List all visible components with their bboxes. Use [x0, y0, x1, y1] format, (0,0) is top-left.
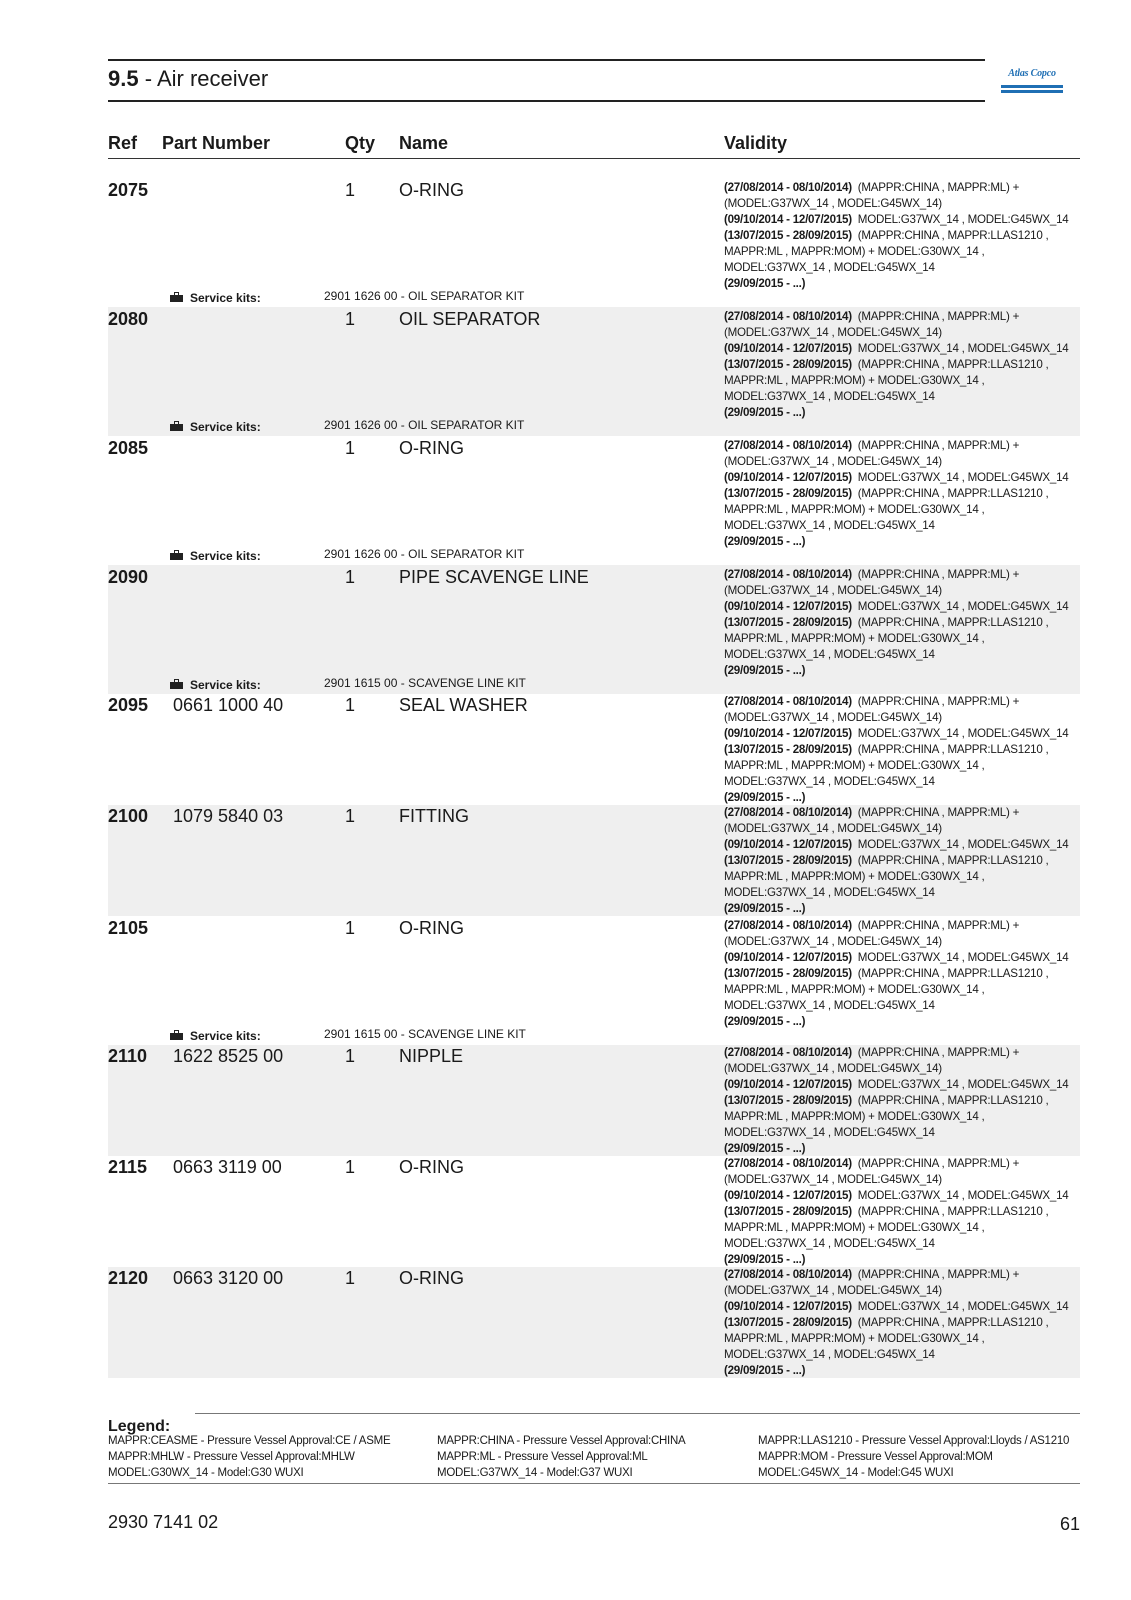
validity-condition: MAPPR:ML , MAPPR:MOM) + MODEL:G30WX_14 , — [724, 1110, 985, 1123]
part-number: 1622 8525 00 — [173, 1046, 284, 1066]
logo-bar — [1001, 90, 1063, 93]
col-header-qty: Qty — [345, 133, 376, 153]
validity-date: (29/09/2015 - ...) — [724, 902, 806, 915]
validity-date: (27/08/2014 - 08/10/2014) — [724, 439, 852, 452]
validity-line — [724, 1204, 1080, 1220]
quantity: 1 — [345, 918, 356, 938]
section-number: 9.5 — [108, 66, 139, 91]
validity-condition: MODEL:G37WX_14 , MODEL:G45WX_14 — [857, 1189, 1069, 1202]
validity-date: (29/09/2015 - ...) — [724, 535, 806, 548]
column-header-rule — [108, 158, 1080, 159]
validity-date: (13/07/2015 - 28/09/2015) — [724, 967, 852, 980]
validity-date: (27/08/2014 - 08/10/2014) — [724, 568, 852, 581]
legend-item: MAPPR:ML - Pressure Vessel Approval:ML — [437, 1451, 648, 1463]
section-separator: - — [138, 66, 157, 91]
legend-item: MAPPR:MOM - Pressure Vessel Approval:MOM — [758, 1451, 993, 1463]
validity-condition: (MODEL:G37WX_14 , MODEL:G45WX_14) — [724, 822, 942, 835]
validity-line — [724, 790, 1080, 806]
validity-date: (27/08/2014 - 08/10/2014) — [724, 1268, 852, 1281]
validity-line — [724, 869, 1080, 885]
validity-date: (13/07/2015 - 28/09/2015) — [724, 229, 852, 242]
ref-number: 2110 — [108, 1046, 148, 1066]
validity-condition: MODEL:G37WX_14 , MODEL:G45WX_14 — [724, 261, 935, 274]
validity-date: (29/09/2015 - ...) — [724, 1253, 806, 1266]
validity-condition: (MAPPR:CHINA , MAPPR:LLAS1210 , — [857, 1316, 1049, 1329]
validity-date: (27/08/2014 - 08/10/2014) — [724, 695, 852, 708]
validity-line — [724, 758, 1080, 774]
validity-line — [724, 1109, 1080, 1125]
ref-number: 2080 — [108, 309, 149, 329]
parts-table — [108, 178, 1080, 1378]
validity-line — [724, 405, 1080, 421]
ref-number: 2075 — [108, 180, 149, 200]
validity-condition: MODEL:G37WX_14 , MODEL:G45WX_14 — [724, 775, 935, 788]
service-kit-value: 2901 1626 00 - OIL SEPARATOR KIT — [324, 418, 525, 432]
ref-number: 2120 — [108, 1268, 149, 1288]
ref-number: 2115 — [108, 1157, 148, 1177]
quantity: 1 — [345, 180, 356, 200]
quantity: 1 — [345, 806, 356, 826]
ref-number: 2085 — [108, 438, 149, 458]
validity-condition: (MAPPR:CHINA , MAPPR:LLAS1210 , — [857, 616, 1049, 629]
validity-condition: MODEL:G37WX_14 , MODEL:G45WX_14 — [724, 390, 935, 403]
validity-line — [724, 196, 1080, 212]
validity-condition: MAPPR:ML , MAPPR:MOM) + MODEL:G30WX_14 , — [724, 983, 985, 996]
validity-date: (29/09/2015 - ...) — [724, 1364, 806, 1377]
validity-condition: (MAPPR:CHINA , MAPPR:ML) + — [857, 919, 1020, 932]
validity-condition: MODEL:G37WX_14 , MODEL:G45WX_14 — [724, 1237, 935, 1250]
toolbox-body — [170, 424, 183, 431]
part-name: O-RING — [399, 918, 464, 938]
validity-condition: MODEL:G37WX_14 , MODEL:G45WX_14 — [724, 999, 935, 1012]
col-header-name: Name — [399, 133, 449, 153]
validity-text — [724, 438, 1080, 550]
legend-item: MODEL:G30WX_14 - Model:G30 WUXI — [108, 1467, 304, 1479]
validity-line — [724, 1220, 1080, 1236]
validity-condition: MODEL:G37WX_14 , MODEL:G45WX_14 — [724, 519, 935, 532]
part-name: FITTING — [399, 806, 469, 826]
toolbox-body — [170, 295, 183, 302]
validity-condition: (MAPPR:CHINA , MAPPR:ML) + — [857, 695, 1020, 708]
validity-date: (09/10/2014 - 12/07/2015) — [724, 951, 852, 964]
validity-condition: (MODEL:G37WX_14 , MODEL:G45WX_14) — [724, 455, 942, 468]
validity-line — [724, 583, 1080, 599]
validity-date: (29/09/2015 - ...) — [724, 1015, 806, 1028]
quantity: 1 — [345, 309, 356, 329]
validity-date: (09/10/2014 - 12/07/2015) — [724, 727, 852, 740]
validity-line — [724, 325, 1080, 341]
validity-line — [724, 1188, 1080, 1204]
validity-date: (29/09/2015 - ...) — [724, 1142, 806, 1155]
ref-number: 2095 — [108, 695, 149, 715]
quantity: 1 — [345, 438, 356, 458]
part-number: 0663 3119 00 — [173, 1157, 282, 1177]
validity-date: (09/10/2014 - 12/07/2015) — [724, 838, 852, 851]
validity-condition: (MODEL:G37WX_14 , MODEL:G45WX_14) — [724, 1284, 942, 1297]
validity-line — [724, 486, 1080, 502]
validity-condition: (MAPPR:CHINA , MAPPR:LLAS1210 , — [857, 229, 1049, 242]
validity-line — [724, 228, 1080, 244]
table-row — [108, 565, 1080, 694]
table-row — [108, 694, 1080, 805]
validity-line — [724, 726, 1080, 742]
validity-line — [724, 710, 1080, 726]
validity-text — [724, 309, 1080, 421]
validity-line — [724, 389, 1080, 405]
validity-condition: MODEL:G37WX_14 , MODEL:G45WX_14 — [857, 1300, 1069, 1313]
validity-line — [724, 663, 1080, 679]
validity-condition: (MAPPR:CHINA , MAPPR:ML) + — [857, 1046, 1020, 1059]
validity-date: (13/07/2015 - 28/09/2015) — [724, 854, 852, 867]
validity-condition: MODEL:G37WX_14 , MODEL:G45WX_14 — [724, 886, 935, 899]
validity-line — [724, 950, 1080, 966]
validity-line — [724, 1014, 1080, 1030]
validity-date: (29/09/2015 - ...) — [724, 277, 806, 290]
validity-condition: (MAPPR:CHINA , MAPPR:ML) + — [857, 568, 1020, 581]
col-header-part-number: Part Number — [162, 133, 271, 153]
service-kit-value: 2901 1626 00 - OIL SEPARATOR KIT — [324, 289, 525, 303]
part-name: O-RING — [399, 1268, 464, 1288]
validity-condition: (MODEL:G37WX_14 , MODEL:G45WX_14) — [724, 326, 942, 339]
logo-text: Atlas Copco — [1008, 68, 1056, 79]
validity-condition: MODEL:G37WX_14 , MODEL:G45WX_14 — [857, 727, 1069, 740]
validity-text — [724, 1045, 1080, 1157]
validity-line — [724, 647, 1080, 663]
validity-condition: MAPPR:ML , MAPPR:MOM) + MODEL:G30WX_14 , — [724, 1221, 985, 1234]
legend-item: MAPPR:CHINA - Pressure Vessel Approval:CHINA — [437, 1435, 686, 1447]
validity-condition: MAPPR:ML , MAPPR:MOM) + MODEL:G30WX_14 , — [724, 759, 985, 772]
toolbox-icon — [170, 550, 183, 560]
validity-condition: MODEL:G37WX_14 , MODEL:G45WX_14 — [857, 1078, 1069, 1091]
part-number: 1079 5840 03 — [173, 806, 284, 826]
validity-line — [724, 438, 1080, 454]
validity-date: (13/07/2015 - 28/09/2015) — [724, 1316, 852, 1329]
validity-date: (09/10/2014 - 12/07/2015) — [724, 600, 852, 613]
validity-line — [724, 1045, 1080, 1061]
validity-condition: (MAPPR:CHINA , MAPPR:LLAS1210 , — [857, 1094, 1049, 1107]
validity-date: (27/08/2014 - 08/10/2014) — [724, 1046, 852, 1059]
validity-line — [724, 918, 1080, 934]
logo-bar — [1001, 85, 1063, 88]
validity-line — [724, 309, 1080, 325]
toolbox-body — [170, 553, 183, 560]
service-kits-label: Service kits: — [190, 420, 261, 434]
validity-line — [724, 742, 1080, 758]
table-row — [108, 1156, 1080, 1267]
part-number: 0663 3120 00 — [173, 1268, 284, 1288]
page-number: 61 — [1059, 1514, 1080, 1534]
validity-line — [724, 1125, 1080, 1141]
service-kit-value: 2901 1615 00 - SCAVENGE LINE KIT — [324, 676, 526, 690]
validity-condition: MAPPR:ML , MAPPR:MOM) + MODEL:G30WX_14 , — [724, 632, 985, 645]
table-row — [108, 1045, 1080, 1156]
validity-line — [724, 276, 1080, 292]
validity-condition: MODEL:G37WX_14 , MODEL:G45WX_14 — [724, 1348, 935, 1361]
validity-condition: MAPPR:ML , MAPPR:MOM) + MODEL:G30WX_14 , — [724, 374, 985, 387]
validity-line — [724, 260, 1080, 276]
validity-date: (29/09/2015 - ...) — [724, 664, 806, 677]
toolbox-body — [170, 682, 183, 689]
validity-line — [724, 1061, 1080, 1077]
legend-item: MAPPR:MHLW - Pressure Vessel Approval:MHLW — [108, 1451, 355, 1463]
validity-condition: MODEL:G37WX_14 , MODEL:G45WX_14 — [857, 471, 1069, 484]
validity-condition: (MAPPR:CHINA , MAPPR:ML) + — [857, 1157, 1020, 1170]
toolbox-icon — [170, 1030, 183, 1040]
validity-line — [724, 837, 1080, 853]
validity-line — [724, 1172, 1080, 1188]
validity-date: (13/07/2015 - 28/09/2015) — [724, 487, 852, 500]
toolbox-icon — [170, 421, 183, 431]
service-kit-value: 2901 1626 00 - OIL SEPARATOR KIT — [324, 547, 525, 561]
legend-bottom-rule — [108, 1483, 1080, 1484]
validity-line — [724, 1156, 1080, 1172]
legend-title: Legend: — [108, 1418, 171, 1435]
service-kits-label: Service kits: — [190, 678, 261, 692]
legend-item: MODEL:G37WX_14 - Model:G37 WUXI — [437, 1467, 633, 1479]
validity-line — [724, 982, 1080, 998]
table-row — [108, 307, 1080, 436]
quantity: 1 — [345, 1046, 356, 1066]
validity-date: (09/10/2014 - 12/07/2015) — [724, 1189, 852, 1202]
ref-number: 2090 — [108, 567, 149, 587]
validity-line — [724, 1315, 1080, 1331]
validity-condition: (MODEL:G37WX_14 , MODEL:G45WX_14) — [724, 711, 942, 724]
validity-condition: MODEL:G37WX_14 , MODEL:G45WX_14 — [724, 1126, 935, 1139]
validity-condition: MODEL:G37WX_14 , MODEL:G45WX_14 — [857, 600, 1069, 613]
validity-line — [724, 774, 1080, 790]
validity-date: (13/07/2015 - 28/09/2015) — [724, 616, 852, 629]
validity-line — [724, 1347, 1080, 1363]
service-kits-label: Service kits: — [190, 291, 261, 305]
validity-line — [724, 1077, 1080, 1093]
validity-line — [724, 885, 1080, 901]
validity-condition: (MAPPR:CHINA , MAPPR:ML) + — [857, 1268, 1020, 1281]
page-title — [108, 64, 268, 94]
validity-date: (29/09/2015 - ...) — [724, 406, 806, 419]
service-kits-label: Service kits: — [190, 1029, 261, 1043]
validity-line — [724, 821, 1080, 837]
validity-line — [724, 1252, 1080, 1268]
validity-line — [724, 599, 1080, 615]
validity-condition: MODEL:G37WX_14 , MODEL:G45WX_14 — [857, 213, 1069, 226]
validity-line — [724, 615, 1080, 631]
validity-condition: (MODEL:G37WX_14 , MODEL:G45WX_14) — [724, 197, 942, 210]
validity-condition: MAPPR:ML , MAPPR:MOM) + MODEL:G30WX_14 , — [724, 245, 985, 258]
validity-condition: (MAPPR:CHINA , MAPPR:ML) + — [857, 181, 1020, 194]
validity-line — [724, 694, 1080, 710]
validity-condition: (MODEL:G37WX_14 , MODEL:G45WX_14) — [724, 584, 942, 597]
validity-line — [724, 934, 1080, 950]
toolbox-icon — [170, 679, 183, 689]
part-name: SEAL WASHER — [399, 695, 528, 715]
validity-date: (09/10/2014 - 12/07/2015) — [724, 471, 852, 484]
service-kit-value: 2901 1615 00 - SCAVENGE LINE KIT — [324, 1027, 526, 1041]
legend-item: MODEL:G45WX_14 - Model:G45 WUXI — [758, 1467, 954, 1479]
validity-line — [724, 998, 1080, 1014]
service-kits-label: Service kits: — [190, 549, 261, 563]
table-row — [108, 1267, 1080, 1378]
validity-date: (13/07/2015 - 28/09/2015) — [724, 743, 852, 756]
validity-date: (27/08/2014 - 08/10/2014) — [724, 806, 852, 819]
ref-number: 2100 — [108, 806, 149, 826]
validity-condition: MODEL:G37WX_14 , MODEL:G45WX_14 — [857, 838, 1069, 851]
validity-text — [724, 805, 1080, 917]
validity-line — [724, 1331, 1080, 1347]
validity-condition: (MODEL:G37WX_14 , MODEL:G45WX_14) — [724, 1173, 942, 1186]
validity-line — [724, 901, 1080, 917]
part-name: PIPE SCAVENGE LINE — [399, 567, 589, 587]
validity-text — [724, 1156, 1080, 1268]
quantity: 1 — [345, 1157, 356, 1177]
validity-date: (13/07/2015 - 28/09/2015) — [724, 1094, 852, 1107]
validity-line — [724, 805, 1080, 821]
validity-condition: (MAPPR:CHINA , MAPPR:LLAS1210 , — [857, 358, 1049, 371]
validity-date: (09/10/2014 - 12/07/2015) — [724, 1300, 852, 1313]
validity-condition: (MAPPR:CHINA , MAPPR:ML) + — [857, 439, 1020, 452]
header-rule-top — [108, 59, 985, 61]
table-row — [108, 178, 1080, 307]
validity-condition: (MAPPR:CHINA , MAPPR:LLAS1210 , — [857, 854, 1049, 867]
header-rule-bottom — [108, 100, 985, 102]
validity-line — [724, 357, 1080, 373]
validity-text — [724, 567, 1080, 679]
quantity: 1 — [345, 695, 356, 715]
section-title: Air receiver — [156, 66, 269, 91]
validity-line — [724, 373, 1080, 389]
validity-text — [724, 1267, 1080, 1379]
validity-condition: (MAPPR:CHINA , MAPPR:ML) + — [857, 806, 1020, 819]
part-number: 0661 1000 40 — [173, 695, 284, 715]
atlas-copco-logo — [1001, 63, 1063, 94]
part-name: O-RING — [399, 438, 464, 458]
validity-line — [724, 244, 1080, 260]
validity-line — [724, 966, 1080, 982]
validity-line — [724, 534, 1080, 550]
part-name: OIL SEPARATOR — [399, 309, 541, 329]
validity-condition: MAPPR:ML , MAPPR:MOM) + MODEL:G30WX_14 , — [724, 870, 985, 883]
toolbox-body — [170, 1033, 183, 1040]
validity-text — [724, 180, 1080, 292]
validity-line — [724, 853, 1080, 869]
validity-condition: (MAPPR:CHINA , MAPPR:ML) + — [857, 310, 1020, 323]
col-header-validity: Validity — [724, 133, 788, 153]
legend-rule — [195, 1413, 1080, 1414]
validity-date: (27/08/2014 - 08/10/2014) — [724, 919, 852, 932]
ref-number: 2105 — [108, 918, 149, 938]
validity-line — [724, 518, 1080, 534]
validity-line — [724, 180, 1080, 196]
validity-line — [724, 502, 1080, 518]
validity-condition: MAPPR:ML , MAPPR:MOM) + MODEL:G30WX_14 , — [724, 1332, 985, 1345]
validity-condition: (MODEL:G37WX_14 , MODEL:G45WX_14) — [724, 935, 942, 948]
quantity: 1 — [345, 567, 356, 587]
validity-line — [724, 341, 1080, 357]
validity-line — [724, 1283, 1080, 1299]
validity-date: (27/08/2014 - 08/10/2014) — [724, 181, 852, 194]
validity-line — [724, 1236, 1080, 1252]
validity-line — [724, 567, 1080, 583]
validity-date: (29/09/2015 - ...) — [724, 791, 806, 804]
legend-item: MAPPR:CEASME - Pressure Vessel Approval:CE / ASME — [108, 1435, 391, 1447]
validity-condition: (MAPPR:CHINA , MAPPR:LLAS1210 , — [857, 967, 1049, 980]
validity-line — [724, 1093, 1080, 1109]
validity-line — [724, 1363, 1080, 1379]
validity-condition: MODEL:G37WX_14 , MODEL:G45WX_14 — [857, 342, 1069, 355]
validity-date: (13/07/2015 - 28/09/2015) — [724, 1205, 852, 1218]
validity-line — [724, 1267, 1080, 1283]
validity-date: (27/08/2014 - 08/10/2014) — [724, 310, 852, 323]
validity-date: (09/10/2014 - 12/07/2015) — [724, 1078, 852, 1091]
validity-condition: (MAPPR:CHINA , MAPPR:LLAS1210 , — [857, 1205, 1049, 1218]
validity-condition: (MAPPR:CHINA , MAPPR:LLAS1210 , — [857, 743, 1049, 756]
validity-text — [724, 918, 1080, 1030]
validity-condition: MODEL:G37WX_14 , MODEL:G45WX_14 — [724, 648, 935, 661]
validity-line — [724, 1141, 1080, 1157]
table-row — [108, 805, 1080, 916]
part-name: O-RING — [399, 180, 464, 200]
table-row — [108, 916, 1080, 1045]
validity-condition: MAPPR:ML , MAPPR:MOM) + MODEL:G30WX_14 , — [724, 503, 985, 516]
validity-date: (09/10/2014 - 12/07/2015) — [724, 213, 852, 226]
legend-item: MAPPR:LLAS1210 - Pressure Vessel Approval:Lloyds / AS1210 — [758, 1435, 1070, 1447]
validity-line — [724, 631, 1080, 647]
validity-text — [724, 694, 1080, 806]
validity-line — [724, 470, 1080, 486]
validity-condition: MODEL:G37WX_14 , MODEL:G45WX_14 — [857, 951, 1069, 964]
document-number: 2930 7141 02 — [108, 1512, 219, 1532]
validity-line — [724, 454, 1080, 470]
validity-date: (27/08/2014 - 08/10/2014) — [724, 1157, 852, 1170]
validity-condition: (MAPPR:CHINA , MAPPR:LLAS1210 , — [857, 487, 1049, 500]
toolbox-icon — [170, 292, 183, 302]
validity-condition: (MODEL:G37WX_14 , MODEL:G45WX_14) — [724, 1062, 942, 1075]
part-name: NIPPLE — [399, 1046, 464, 1066]
table-row — [108, 436, 1080, 565]
part-name: O-RING — [399, 1157, 464, 1177]
validity-date: (13/07/2015 - 28/09/2015) — [724, 358, 852, 371]
validity-line — [724, 1299, 1080, 1315]
validity-date: (09/10/2014 - 12/07/2015) — [724, 342, 852, 355]
quantity: 1 — [345, 1268, 356, 1288]
validity-line — [724, 212, 1080, 228]
col-header-ref: Ref — [108, 133, 138, 153]
